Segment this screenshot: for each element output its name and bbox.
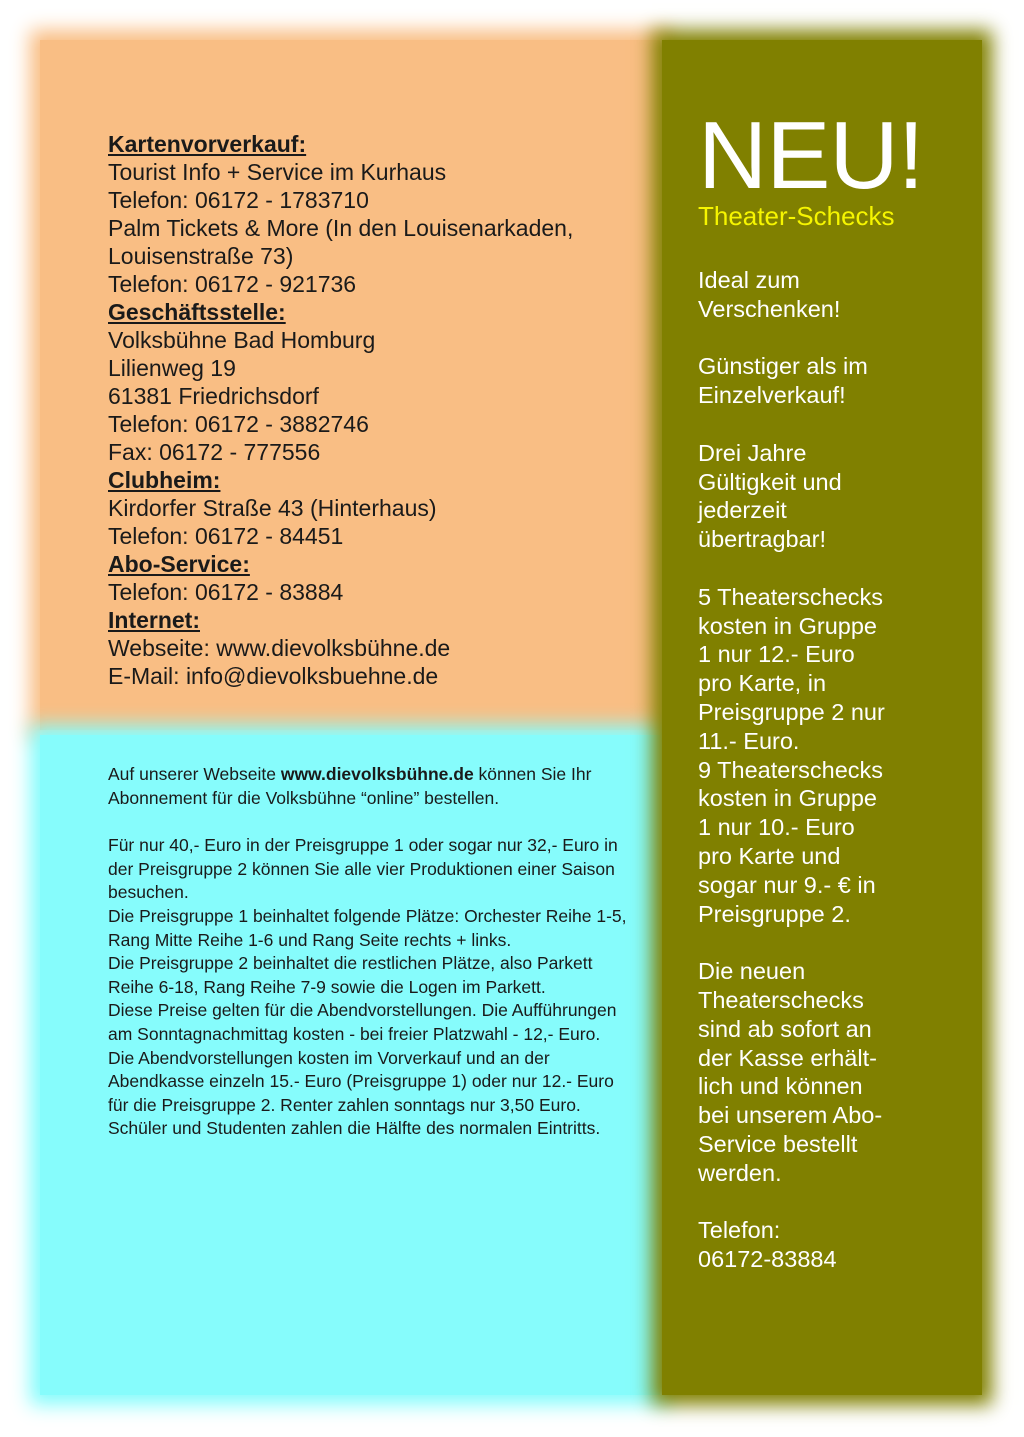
info-paragraph: Die Preisgruppe 2 beinhaltet die restlichen Plätze, also Parkett Reihe 6-18, Rang Reihe 7-9 sowie die Logen im Parkett.	[108, 953, 593, 997]
theater-checks-line: Theaterschecks	[698, 986, 864, 1013]
theater-checks-line: 11.- Euro.	[698, 727, 800, 754]
email-line: E-Mail: info@dievolksbuehne.de	[108, 663, 439, 689]
theater-checks-line: sogar nur 9.- € in	[698, 871, 876, 898]
theater-checks-line: übertragbar!	[698, 526, 827, 553]
office-line: Lilienweg 19	[108, 355, 236, 381]
theater-checks-line: Günstiger als im	[698, 353, 868, 380]
theater-checks-line: 06172-83884	[698, 1246, 837, 1273]
theater-checks-line: Verschenken!	[698, 295, 841, 322]
theater-checks-line: bei unserem Abo-	[698, 1102, 883, 1129]
paragraph-gap	[698, 1188, 968, 1217]
info-paragraph: Für nur 40,- Euro in der Preisgruppe 1 oder sogar nur 32,- Euro in der Preisgruppe 2 können Sie alle vier Produktionen einer Saison besuchen.	[108, 835, 618, 903]
office-line: Fax: 06172 - 777556	[108, 439, 321, 465]
office-line: Volksbühne Bad Homburg	[108, 327, 376, 353]
paragraph-gap	[108, 810, 628, 834]
presale-line: Telefon: 06172 - 1783710	[108, 187, 369, 213]
theater-checks-line: Service bestellt	[698, 1130, 858, 1157]
presale-line: Palm Tickets & More (In den Louisenarkaden,	[108, 215, 574, 241]
abo-heading: Abo-Service:	[108, 551, 250, 577]
theater-checks-line: werden.	[698, 1159, 782, 1186]
theater-checks-info	[698, 102, 968, 1274]
presale-line: Tourist Info + Service im Kurhaus	[108, 159, 447, 185]
theater-checks-line: Gültigkeit und	[698, 468, 842, 495]
theater-checks-line: pro Karte, in	[698, 670, 827, 697]
abo-line: Telefon: 06172 - 83884	[108, 579, 344, 605]
theater-checks-line: Preisgruppe 2 nur	[698, 698, 885, 725]
office-heading: Geschäftsstelle:	[108, 299, 286, 325]
theater-checks-line: 5 Theaterschecks	[698, 583, 884, 610]
theater-checks-line: kosten in Gruppe	[698, 785, 877, 812]
theater-checks-line: Telefon:	[698, 1217, 781, 1244]
theater-checks-line: Die neuen	[698, 958, 806, 985]
intro-text: Auf unserer Webseite	[108, 764, 281, 784]
headline: NEU!	[698, 102, 924, 209]
presale-line: Louisenstraße 73)	[108, 243, 294, 269]
subscription-info	[108, 763, 628, 1141]
theater-checks-line: Preisgruppe 2.	[698, 900, 851, 927]
theater-checks-line: lich und können	[698, 1073, 863, 1100]
office-line: Telefon: 06172 - 3882746	[108, 411, 369, 437]
intro-paragraph	[108, 763, 628, 810]
paragraph-gap	[698, 554, 968, 583]
paragraph-gap	[698, 928, 968, 957]
theater-checks-line: Einzelverkauf!	[698, 382, 846, 409]
theater-checks-line: pro Karte und	[698, 842, 841, 869]
subheadline: Theater-Schecks	[698, 201, 895, 231]
intro-text: können Sie Ihr Abonnement für die Volksbühne “online” bestellen.	[108, 764, 592, 808]
theater-checks-line: 9 Theaterschecks	[698, 756, 884, 783]
internet-heading: Internet:	[108, 607, 200, 633]
theater-checks-line: jederzeit	[698, 497, 787, 524]
theater-checks-line: der Kasse erhält-	[698, 1044, 877, 1071]
theater-checks-line: Ideal zum	[698, 267, 800, 293]
theater-checks-line: sind ab sofort an	[698, 1015, 872, 1042]
paragraph-gap	[698, 410, 968, 439]
club-line: Kirdorfer Straße 43 (Hinterhaus)	[108, 495, 437, 521]
presale-heading: Kartenvorverkauf:	[108, 131, 307, 157]
theater-checks-line: Drei Jahre	[698, 439, 807, 466]
contact-info	[108, 130, 648, 690]
office-line: 61381 Friedrichsdorf	[108, 383, 319, 409]
presale-line: Telefon: 06172 - 921736	[108, 271, 357, 297]
website-link: www.dievolksbühne.de	[280, 764, 474, 784]
website-line: Webseite: www.dievolksbühne.de	[108, 635, 451, 661]
info-paragraph: Diese Preise gelten für die Abendvorstellungen. Die Aufführungen am Sonntagnachmittag kosten - bei freier Platzwahl - 12,- Euro.	[108, 1000, 617, 1044]
info-paragraph: Die Preisgruppe 1 beinhaltet folgende Plätze: Orchester Reihe 1-5, Rang Mitte Reihe 1-6 und Rang Seite rechts + links.	[108, 905, 627, 950]
club-line: Telefon: 06172 - 84451	[108, 523, 344, 549]
theater-checks-line: 1 nur 10.- Euro	[698, 814, 855, 841]
club-heading: Clubheim:	[108, 467, 221, 493]
theater-checks-text	[698, 266, 968, 1274]
info-paragraph: Die Abendvorstellungen kosten im Vorverkauf und an der Abendkasse einzeln 15.- Euro (Preisgruppe 1) oder nur 12.- Euro für die Preisgruppe 2. Renter zahlen sonntags nur 3,50 Euro. Schüler und Studenten zahlen die Hälfte des normalen Eintritts.	[108, 1047, 614, 1139]
paragraph-gap	[698, 324, 968, 353]
theater-checks-line: kosten in Gruppe	[698, 612, 877, 639]
theater-checks-line: 1 nur 12.- Euro	[698, 641, 855, 668]
